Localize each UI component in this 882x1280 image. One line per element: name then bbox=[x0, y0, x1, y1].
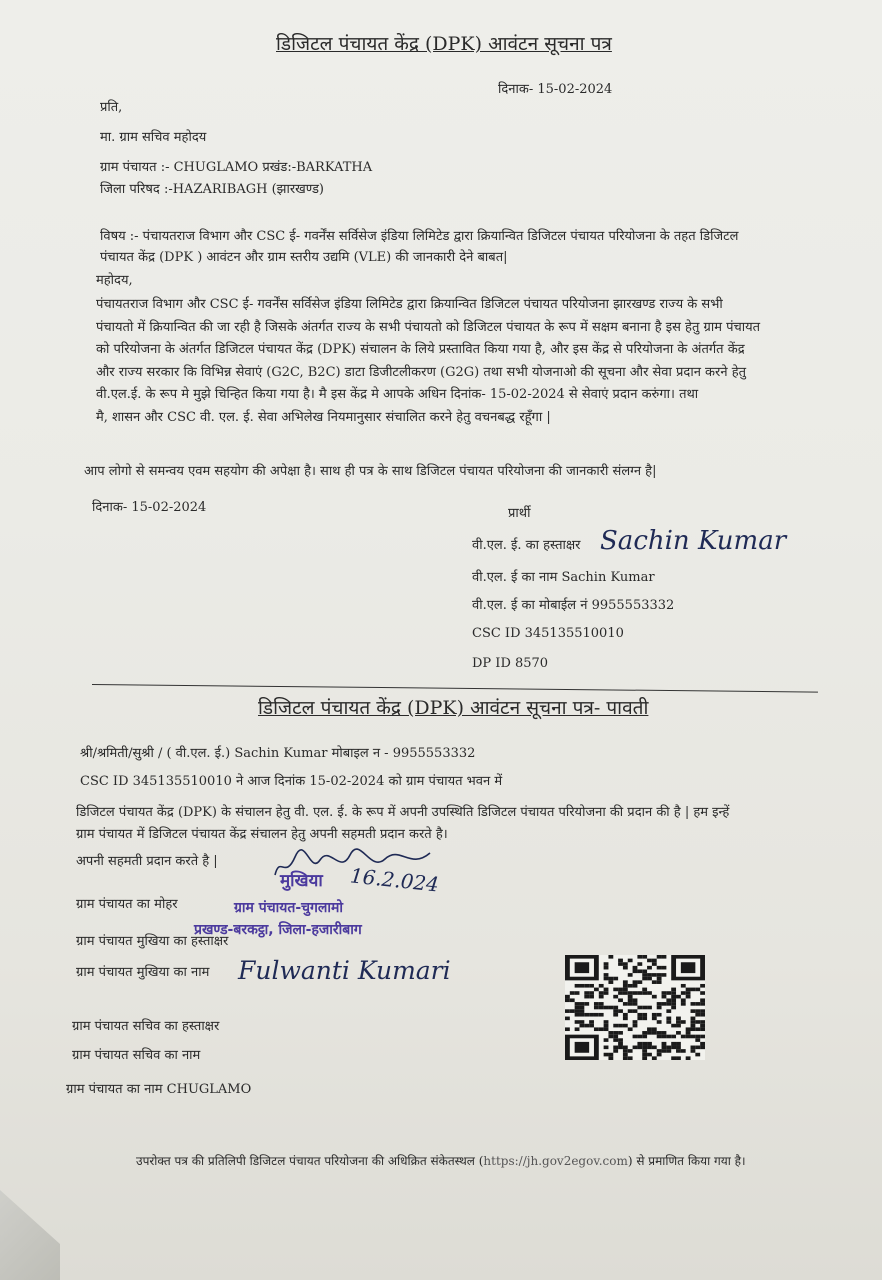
mukhiya-name-label: ग्राम पंचायत मुखिया का नाम bbox=[76, 965, 210, 980]
qr-code-icon bbox=[565, 955, 705, 1060]
panchayat-name: ग्राम पंचायत का नाम CHUGLAMO bbox=[66, 1082, 252, 1097]
greeting: महोदय, bbox=[96, 273, 133, 288]
mukhiya-signature-label: ग्राम पंचायत मुखिया का हस्ताक्षर bbox=[76, 934, 229, 949]
recipient-district: जिला परिषद :-HAZARIBAGH (झारखण्ड) bbox=[100, 182, 325, 197]
subject-line-2: पंचायत केंद्र (DPK ) आवंटन और ग्राम स्तरीय उद्यमि (VLE) की जानकारी देने बाबत| bbox=[100, 250, 508, 265]
verification-link[interactable]: https://jh.gov2egov.com bbox=[483, 1154, 628, 1168]
consent-line: अपनी सहमती प्रदान करते है | bbox=[76, 854, 218, 869]
body-paragraph bbox=[96, 294, 760, 429]
bottom-note-suffix: ) से प्रमाणित किया गया है। bbox=[627, 1154, 746, 1168]
receipt-line-3: डिजिटल पंचायत केंद्र (DPK) के संचालन हेतु वी. एल. ई. के रूप में अपनी उपस्थिति डिजिटल पंचायत परियोजना की प्रदान की है | हम इन्हें bbox=[76, 805, 730, 820]
letter-date: दिनाक- 15-02-2024 bbox=[498, 82, 613, 97]
body-line: वी.एल.ई. के रूप मे मुझे चिन्हित किया गया है। मै इस केंद्र मे आपके अधिन दिनांक- 15-02-2024 से सेवाएं प्रदान करुंगा। तथा bbox=[96, 387, 699, 402]
stamp-line-2: ग्राम पंचायत-चुगलामो bbox=[234, 900, 344, 916]
stamp-line-3: प्रखण्ड-बरकट्ठा, जिला-हजारीबाग bbox=[194, 922, 362, 938]
bottom-note-prefix: उपरोक्त पत्र की प्रतिलिपी डिजिटल पंचायत परियोजना की अधिक्रित संकेतस्थल ( bbox=[136, 1154, 484, 1168]
subject-line-1: विषय :- पंचायतराज विभाग और CSC ई- गवर्नेंस सर्विसेज इंडिया लिमिटेड द्वारा क्रियान्वित डिजिटल पंचायत परियोजना के तहत डिजिटल bbox=[100, 229, 739, 244]
body-line: को परियोजना के अंतर्गत डिजिटल पंचायत केंद्र (DPK) संचालन के लिये प्रस्तावित किया गया है, और इस केंद्र से परियोजना के अंतर्गत केंद्र bbox=[96, 342, 745, 357]
vle-name: वी.एल. ई का नाम Sachin Kumar bbox=[472, 570, 655, 585]
recipient-title: मा. ग्राम सचिव महोदय bbox=[100, 130, 207, 145]
body-line: और राज्य सरकार कि विभिन्न सेवाएं (G2C, B2C) डाटा डिजीटलीकरण (G2G) तथा सभी योजनाओ की सूचना और सेवा प्रदान करने हेतु bbox=[96, 364, 747, 380]
bottom-note bbox=[136, 1154, 746, 1168]
receipt-line-1: श्री/श्रमिती/सुश्री / ( वी.एल. ई.) Sachin Kumar मोबाइल न - 9955553332 bbox=[80, 746, 476, 761]
secretary-name-label: ग्राम पंचायत सचिव का नाम bbox=[72, 1048, 201, 1063]
cooperation-line: आप लोगो से समन्वय एवम सहयोग की अपेक्षा है। साथ ही पत्र के साथ डिजिटल पंचायत परियोजना की जानकारी संलग्न है| bbox=[84, 464, 657, 479]
body-line: पंचायतराज विभाग और CSC ई- गवर्नेंस सर्विसेज इंडिया लिमिटेड द्वारा क्रियान्वित डिजिटल पंचायत परियोजना झारखण्ड राज्य के सभी bbox=[96, 297, 723, 312]
footer-date: दिनाक- 15-02-2024 bbox=[92, 500, 207, 515]
secretary-signature-label: ग्राम पंचायत सचिव का हस्ताक्षर bbox=[72, 1019, 220, 1034]
receipt-title: डिजिटल पंचायत केंद्र (DPK) आवंटन सूचना पत्र- पावती bbox=[258, 697, 649, 719]
section-divider bbox=[92, 684, 818, 693]
csc-id: CSC ID 345135510010 bbox=[472, 626, 624, 641]
page-fold bbox=[0, 1190, 60, 1280]
letter-title: डिजिटल पंचायत केंद्र (DPK) आवंटन सूचना पत्र bbox=[276, 33, 612, 55]
vle-signature: Sachin Kumar bbox=[600, 526, 787, 556]
stamp-handwritten-date: 16.2.024 bbox=[348, 863, 441, 897]
vle-signature-label: वी.एल. ई. का हस्ताक्षर bbox=[472, 538, 581, 553]
body-line: पंचायतो में क्रियान्वित की जा रही है जिसके अंतर्गत राज्य के सभी पंचायतो को डिजिटल पंचायत के रूप में सक्षम बनाना है इस हेतु ग्राम पंचायत bbox=[96, 319, 761, 335]
receipt-line-4: ग्राम पंचायत में डिजिटल पंचायत केंद्र संचालन हेतु अपनी सहमती प्रदान करते है। bbox=[76, 827, 448, 842]
dp-id: DP ID 8570 bbox=[472, 656, 549, 671]
seal-label: ग्राम पंचायत का मोहर bbox=[76, 897, 178, 912]
recipient-to: प्रति, bbox=[100, 100, 123, 115]
receipt-line-2: CSC ID 345135510010 ने आज दिनांक 15-02-2024 को ग्राम पंचायत भवन में bbox=[80, 774, 503, 789]
vle-mobile: वी.एल. ई का मोबाईल नं 9955553332 bbox=[472, 598, 675, 613]
mukhiya-name-handwritten: Fulwanti Kumari bbox=[238, 956, 451, 985]
body-line: मै, शासन और CSC वी. एल. ई. सेवा अभिलेख नियमानुसार संचालित करने हेतु वचनबद्ध रहूँगा | bbox=[96, 409, 551, 425]
applicant-label: प्रार्थी bbox=[508, 506, 531, 521]
stamp-line-1: मुखिया bbox=[280, 871, 323, 891]
recipient-panchayat: ग्राम पंचायत :- CHUGLAMO प्रखंड:-BARKATHA bbox=[100, 160, 373, 175]
